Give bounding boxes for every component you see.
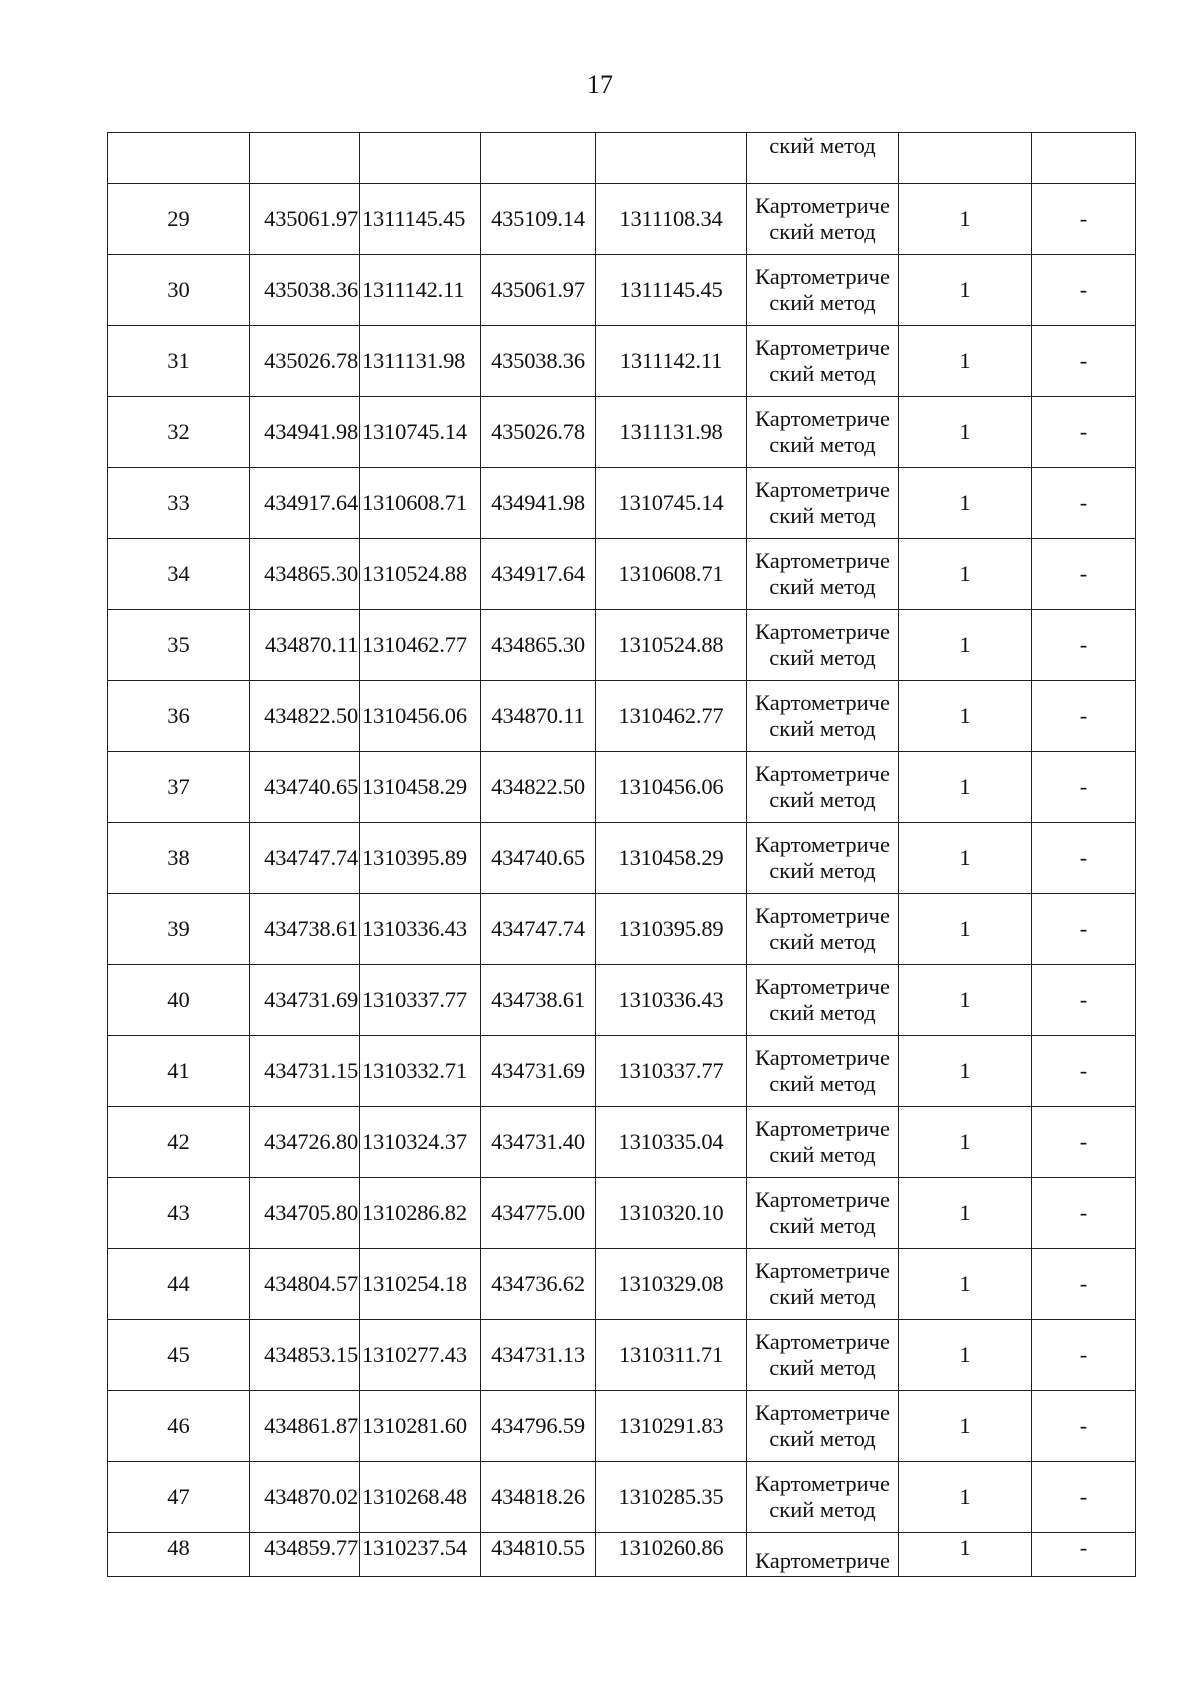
- x2-cell: 434731.13: [481, 1320, 596, 1391]
- y1-cell: 1310268.48: [360, 1462, 481, 1533]
- coordinates-table: [107, 132, 1136, 1577]
- x1-cell: 434917.64: [250, 468, 360, 539]
- y1-cell: 1310608.71: [360, 468, 481, 539]
- method-line-2: ский метод: [769, 1142, 876, 1167]
- method-line-2: ский метод: [769, 1284, 876, 1309]
- table-row: [108, 539, 1136, 610]
- table-row: [108, 823, 1136, 894]
- point-number-cell: 34: [108, 539, 250, 610]
- method-cell: [747, 184, 899, 255]
- table-body: [108, 133, 1136, 1577]
- method-line-2: ский метод: [769, 361, 876, 386]
- point-number-cell: 42: [108, 1107, 250, 1178]
- accuracy-cell: 1: [899, 1036, 1032, 1107]
- point-number-cell: 46: [108, 1391, 250, 1462]
- accuracy-cell: 1: [899, 326, 1032, 397]
- note-cell: -: [1032, 823, 1136, 894]
- y1-cell: 1311145.45: [360, 184, 481, 255]
- method-cell: [747, 1107, 899, 1178]
- method-cell: [747, 1391, 899, 1462]
- y1-cell: 1311142.11: [360, 255, 481, 326]
- table-row: [108, 326, 1136, 397]
- accuracy-cell: 1: [899, 1107, 1032, 1178]
- x1-cell: 435038.36: [250, 255, 360, 326]
- note-cell: -: [1032, 1533, 1136, 1577]
- method-line-1: Картометриче: [755, 761, 890, 786]
- method-cell: ский метод: [747, 133, 899, 184]
- x2-cell: 434865.30: [481, 610, 596, 681]
- point-number-cell: 48: [108, 1533, 250, 1577]
- point-number-cell: 43: [108, 1178, 250, 1249]
- point-number-cell: 40: [108, 965, 250, 1036]
- accuracy-cell: 1: [899, 823, 1032, 894]
- method-cell: [747, 326, 899, 397]
- point-number-cell: 47: [108, 1462, 250, 1533]
- table-row: [108, 1462, 1136, 1533]
- method-line-1: Картометриче: [755, 619, 890, 644]
- y2-cell: 1310291.83: [596, 1391, 747, 1462]
- method-line-1: Картометриче: [755, 264, 890, 289]
- note-cell: -: [1032, 468, 1136, 539]
- table-row: [108, 894, 1136, 965]
- x1-cell: 434731.15: [250, 1036, 360, 1107]
- y2-cell: 1311131.98: [596, 397, 747, 468]
- point-number-cell: 29: [108, 184, 250, 255]
- y1-cell: 1310332.71: [360, 1036, 481, 1107]
- cell-empty: [250, 133, 360, 184]
- note-cell: -: [1032, 1462, 1136, 1533]
- x2-cell: 434731.40: [481, 1107, 596, 1178]
- x2-cell: 435026.78: [481, 397, 596, 468]
- accuracy-cell: 1: [899, 965, 1032, 1036]
- method-line-2: ский метод: [769, 1071, 876, 1096]
- method-line-1: Картометриче: [755, 548, 890, 573]
- note-cell: -: [1032, 326, 1136, 397]
- x1-cell: 434861.87: [250, 1391, 360, 1462]
- y1-cell: 1310281.60: [360, 1391, 481, 1462]
- y2-cell: 1310335.04: [596, 1107, 747, 1178]
- method-cell: Картометриче: [747, 1533, 899, 1577]
- method-line-2: ский метод: [769, 432, 876, 457]
- x1-cell: 434853.15: [250, 1320, 360, 1391]
- x2-cell: 434870.11: [481, 681, 596, 752]
- method-cell: [747, 397, 899, 468]
- table-row: [108, 610, 1136, 681]
- table-row: [108, 1036, 1136, 1107]
- method-line-1: Картометриче: [755, 690, 890, 715]
- x2-cell: 434731.69: [481, 1036, 596, 1107]
- table-row: [108, 184, 1136, 255]
- note-cell: -: [1032, 539, 1136, 610]
- accuracy-cell: 1: [899, 468, 1032, 539]
- accuracy-cell: 1: [899, 1320, 1032, 1391]
- method-line-1: Картометриче: [755, 335, 890, 360]
- x1-cell: 434822.50: [250, 681, 360, 752]
- note-cell: -: [1032, 1391, 1136, 1462]
- method-line-1: Картометриче: [755, 1329, 890, 1354]
- accuracy-cell: 1: [899, 184, 1032, 255]
- y1-cell: 1310524.88: [360, 539, 481, 610]
- note-cell: -: [1032, 1249, 1136, 1320]
- table-row: [108, 1178, 1136, 1249]
- y2-cell: 1310608.71: [596, 539, 747, 610]
- y2-cell: 1311142.11: [596, 326, 747, 397]
- cell-empty: [1032, 133, 1136, 184]
- note-cell: -: [1032, 894, 1136, 965]
- method-cell: [747, 1178, 899, 1249]
- y1-cell: 1310277.43: [360, 1320, 481, 1391]
- accuracy-cell: 1: [899, 681, 1032, 752]
- method-line-1: Картометриче: [755, 974, 890, 999]
- x2-cell: 434736.62: [481, 1249, 596, 1320]
- accuracy-cell: 1: [899, 894, 1032, 965]
- table-row: [108, 1249, 1136, 1320]
- x1-cell: 434870.02: [250, 1462, 360, 1533]
- method-line-2: ский метод: [769, 787, 876, 812]
- page-number: 17: [587, 70, 613, 99]
- method-line-1: Картометриче: [755, 1045, 890, 1070]
- method-line-2: ский метод: [769, 858, 876, 883]
- method-cell: [747, 823, 899, 894]
- point-number-cell: 44: [108, 1249, 250, 1320]
- y2-cell: 1310456.06: [596, 752, 747, 823]
- x2-cell: 434941.98: [481, 468, 596, 539]
- table-row: [108, 1391, 1136, 1462]
- method-cell: [747, 1249, 899, 1320]
- y2-cell: 1310260.86: [596, 1533, 747, 1577]
- method-cell: [747, 965, 899, 1036]
- table-row: [108, 1107, 1136, 1178]
- x2-cell: 434818.26: [481, 1462, 596, 1533]
- method-line-1: Картометриче: [755, 1187, 890, 1212]
- note-cell: -: [1032, 681, 1136, 752]
- method-line-1: Картометриче: [755, 1116, 890, 1141]
- cell-empty: [899, 133, 1032, 184]
- cell-empty: [108, 133, 250, 184]
- method-line-1: Картометриче: [755, 1400, 890, 1425]
- method-line-2: ский метод: [769, 574, 876, 599]
- y1-cell: 1310324.37: [360, 1107, 481, 1178]
- y2-cell: 1310311.71: [596, 1320, 747, 1391]
- point-number-cell: 33: [108, 468, 250, 539]
- y2-cell: 1311108.34: [596, 184, 747, 255]
- y1-cell: 1310395.89: [360, 823, 481, 894]
- table-row: [108, 965, 1136, 1036]
- method-line-2: ский метод: [769, 1426, 876, 1451]
- accuracy-cell: 1: [899, 1391, 1032, 1462]
- method-line-2: ский метод: [769, 1000, 876, 1025]
- table-row: [108, 397, 1136, 468]
- table-row: [108, 681, 1136, 752]
- table-row: [108, 468, 1136, 539]
- x1-cell: 434870.11: [250, 610, 360, 681]
- accuracy-cell: 1: [899, 610, 1032, 681]
- accuracy-cell: 1: [899, 1533, 1032, 1577]
- x1-cell: 435026.78: [250, 326, 360, 397]
- table-row: [108, 752, 1136, 823]
- note-cell: -: [1032, 184, 1136, 255]
- x2-cell: 434796.59: [481, 1391, 596, 1462]
- y1-cell: 1310336.43: [360, 894, 481, 965]
- x2-cell: 434810.55: [481, 1533, 596, 1577]
- x1-cell: 434740.65: [250, 752, 360, 823]
- method-line-1: Картометриче: [755, 903, 890, 928]
- method-cell: [747, 1036, 899, 1107]
- continuation-row: [108, 133, 1136, 184]
- note-cell: -: [1032, 255, 1136, 326]
- table-row: [108, 1320, 1136, 1391]
- method-cell: [747, 255, 899, 326]
- method-cell: [747, 1462, 899, 1533]
- method-line-2: ский метод: [769, 1213, 876, 1238]
- method-line-2: ский метод: [769, 1355, 876, 1380]
- note-cell: -: [1032, 965, 1136, 1036]
- x1-cell: 434738.61: [250, 894, 360, 965]
- x1-cell: 434859.77: [250, 1533, 360, 1577]
- y1-cell: 1310254.18: [360, 1249, 481, 1320]
- point-number-cell: 30: [108, 255, 250, 326]
- y2-cell: 1310336.43: [596, 965, 747, 1036]
- x1-cell: 434731.69: [250, 965, 360, 1036]
- point-number-cell: 37: [108, 752, 250, 823]
- x2-cell: 435109.14: [481, 184, 596, 255]
- accuracy-cell: 1: [899, 1249, 1032, 1320]
- y1-cell: 1310456.06: [360, 681, 481, 752]
- x1-cell: 434705.80: [250, 1178, 360, 1249]
- y1-cell: 1310745.14: [360, 397, 481, 468]
- x2-cell: 434775.00: [481, 1178, 596, 1249]
- method-line-1: Картометриче: [755, 1471, 890, 1496]
- accuracy-cell: 1: [899, 752, 1032, 823]
- x1-cell: 435061.97: [250, 184, 360, 255]
- method-line-1: Картометриче: [755, 406, 890, 431]
- method-cell: [747, 539, 899, 610]
- cell-empty: [481, 133, 596, 184]
- accuracy-cell: 1: [899, 1178, 1032, 1249]
- point-number-cell: 41: [108, 1036, 250, 1107]
- y2-cell: 1310524.88: [596, 610, 747, 681]
- cell-empty: [596, 133, 747, 184]
- x2-cell: 434740.65: [481, 823, 596, 894]
- method-line-2: ский метод: [769, 1497, 876, 1522]
- point-number-cell: 36: [108, 681, 250, 752]
- note-cell: -: [1032, 397, 1136, 468]
- method-line-1: Картометриче: [755, 832, 890, 857]
- method-line-2: ский метод: [769, 290, 876, 315]
- y1-cell: 1310458.29: [360, 752, 481, 823]
- point-number-cell: 45: [108, 1320, 250, 1391]
- point-number-cell: 31: [108, 326, 250, 397]
- x2-cell: 435061.97: [481, 255, 596, 326]
- note-cell: -: [1032, 1178, 1136, 1249]
- method-cell: [747, 610, 899, 681]
- cell-empty: [360, 133, 481, 184]
- accuracy-cell: 1: [899, 397, 1032, 468]
- note-cell: -: [1032, 1107, 1136, 1178]
- y2-cell: 1310285.35: [596, 1462, 747, 1533]
- y1-cell: 1310286.82: [360, 1178, 481, 1249]
- method-line-2: ский метод: [769, 929, 876, 954]
- method-cell: [747, 894, 899, 965]
- x1-cell: 434747.74: [250, 823, 360, 894]
- method-line-2: ский метод: [769, 219, 876, 244]
- y1-cell: 1311131.98: [360, 326, 481, 397]
- method-line-1: Картометриче: [755, 193, 890, 218]
- x1-cell: 434804.57: [250, 1249, 360, 1320]
- y2-cell: 1310745.14: [596, 468, 747, 539]
- method-cell: [747, 681, 899, 752]
- y2-cell: 1310320.10: [596, 1178, 747, 1249]
- method-line-2: ский метод: [769, 716, 876, 741]
- method-cell: [747, 468, 899, 539]
- x2-cell: 434747.74: [481, 894, 596, 965]
- accuracy-cell: 1: [899, 255, 1032, 326]
- x2-cell: 434917.64: [481, 539, 596, 610]
- point-number-cell: 38: [108, 823, 250, 894]
- method-line-1: Картометриче: [755, 1258, 890, 1283]
- table-row: [108, 255, 1136, 326]
- y2-cell: 1310337.77: [596, 1036, 747, 1107]
- x2-cell: 434738.61: [481, 965, 596, 1036]
- method-cell: [747, 752, 899, 823]
- x1-cell: 434941.98: [250, 397, 360, 468]
- y2-cell: 1310458.29: [596, 823, 747, 894]
- method-line-2: ский метод: [769, 645, 876, 670]
- y1-cell: 1310462.77: [360, 610, 481, 681]
- point-number-cell: 32: [108, 397, 250, 468]
- note-cell: -: [1032, 610, 1136, 681]
- point-number-cell: 39: [108, 894, 250, 965]
- y2-cell: 1311145.45: [596, 255, 747, 326]
- note-cell: -: [1032, 1036, 1136, 1107]
- method-cell: [747, 1320, 899, 1391]
- y1-cell: 1310337.77: [360, 965, 481, 1036]
- x1-cell: 434865.30: [250, 539, 360, 610]
- note-cell: -: [1032, 1320, 1136, 1391]
- y2-cell: 1310462.77: [596, 681, 747, 752]
- method-line-2: ский метод: [769, 503, 876, 528]
- table-row: [108, 1533, 1136, 1577]
- y2-cell: 1310395.89: [596, 894, 747, 965]
- note-cell: -: [1032, 752, 1136, 823]
- point-number-cell: 35: [108, 610, 250, 681]
- x2-cell: 434822.50: [481, 752, 596, 823]
- y2-cell: 1310329.08: [596, 1249, 747, 1320]
- method-line-1: Картометриче: [755, 477, 890, 502]
- x2-cell: 435038.36: [481, 326, 596, 397]
- accuracy-cell: 1: [899, 539, 1032, 610]
- y1-cell: 1310237.54: [360, 1533, 481, 1577]
- accuracy-cell: 1: [899, 1462, 1032, 1533]
- x1-cell: 434726.80: [250, 1107, 360, 1178]
